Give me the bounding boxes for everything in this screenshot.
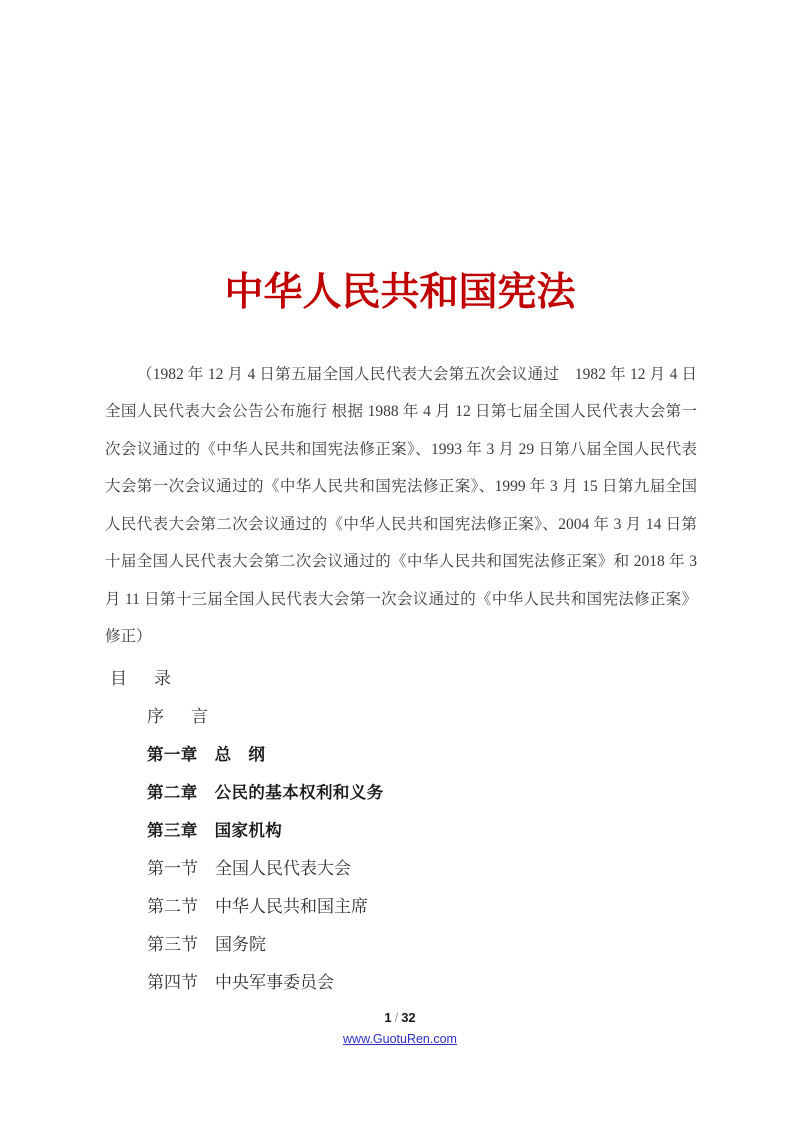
- toc-item-preface[interactable]: 序 言: [147, 707, 213, 726]
- toc-list: [110, 698, 710, 1002]
- toc-item-section[interactable]: 第三节 国务院: [147, 935, 266, 954]
- page-number-separator: /: [394, 1010, 399, 1025]
- preamble-paragraph: （1982 年 12 月 4 日第五届全国人民代表大会第五次会议通过 1982 年 12 月 4 日全国人民代表大会公告公布施行 根据 1988 年 4 月 12 日第七届全国人民代表大会第一次会议通过的《中华人民共和国宪法修正案》、1993 年 3 月 29 日第八届全国人民代表大会第一次会议通过的《中华人民共和国宪法修正案》、1999 年 3 月 15 日第九届全国人民代表大会第二次会议通过的《中华人民共和国宪法修正案》、2004 年 3 月 14 日第十届全国人民代表大会第二次会议通过的《中华人民共和国宪法修正案》和 2018 年 3 月 11 日第十三届全国人民代表大会第一次会议通过的《中华人民共和国宪法修正案》修正）: [105, 365, 697, 645]
- table-of-contents: [110, 660, 710, 1002]
- toc-heading: 目 录: [110, 669, 176, 688]
- toc-item-chapter[interactable]: 第二章 公民的基本权利和义务: [147, 784, 384, 802]
- toc-item-section[interactable]: 第四节 中央军事委员会: [147, 973, 334, 992]
- toc-item-chapter[interactable]: 第一章 总 纲: [147, 746, 266, 764]
- toc-item-section[interactable]: 第一节 全国人民代表大会: [147, 859, 351, 878]
- toc-item-chapter[interactable]: 第三章 国家机构: [147, 822, 283, 840]
- page-number: [0, 1008, 800, 1027]
- total-page-count: 32: [401, 1010, 416, 1025]
- toc-item-section[interactable]: 第二节 中华人民共和国主席: [147, 897, 368, 916]
- current-page-number: 1: [384, 1010, 392, 1025]
- footer-website-link[interactable]: www.GuotuRen.com: [343, 1032, 457, 1046]
- page-footer: [0, 1008, 800, 1048]
- page-title: 中华人民共和国宪法: [224, 271, 576, 315]
